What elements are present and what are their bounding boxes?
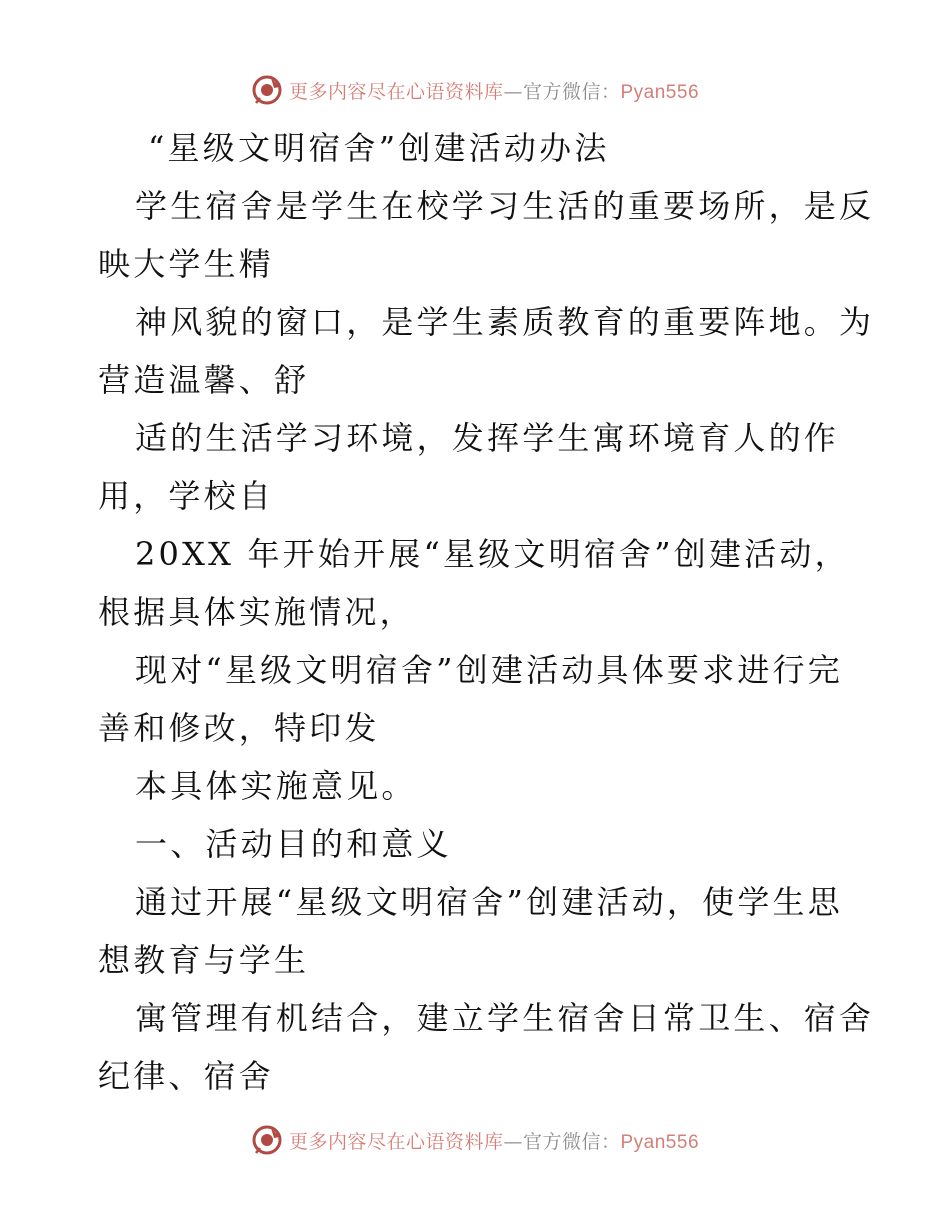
paragraph-line: 现对“星级文明宿舍”创建活动具体要求进行完	[135, 651, 843, 689]
header-banner-text	[289, 77, 699, 104]
footer-dash: —	[503, 1130, 523, 1153]
footer-banner-inner	[251, 1124, 699, 1156]
paragraph-line: 寓管理有机结合，建立学生宿舍日常卫生、宿舍	[135, 999, 875, 1037]
header-brand-text: 更多内容尽在心语资料库	[288, 80, 504, 103]
paragraph-line: 善和修改，特印发	[98, 709, 380, 747]
paragraph-line: 营造温馨、舒	[98, 361, 310, 399]
document-title: “星级文明宿舍”创建活动办法	[148, 129, 610, 167]
footer-banner-text	[289, 1127, 699, 1154]
paragraph-line: 映大学生精	[98, 245, 275, 283]
header-wechat-label: 官方微信：	[522, 80, 621, 103]
logo-icon	[251, 74, 283, 106]
footer-wechat-handle: Pyan556	[620, 1131, 700, 1153]
paragraph-line: 想教育与学生	[98, 941, 310, 979]
footer-brand-text: 更多内容尽在心语资料库	[288, 1130, 504, 1153]
paragraph-line: 纪律、宿舍	[98, 1057, 275, 1095]
footer-wechat-label: 官方微信：	[522, 1130, 621, 1153]
header-banner	[0, 70, 950, 110]
header-dash: —	[503, 80, 523, 103]
paragraph-line: 适的生活学习环境，发挥学生寓环境育人的作	[135, 419, 840, 457]
paragraph-line: 本具体实施意见。	[135, 767, 417, 805]
paragraph-line: 通过开展“星级文明宿舍”创建活动，使学生思	[135, 883, 843, 921]
paragraph-line: 神风貌的窗口，是学生素质教育的重要阵地。为	[135, 303, 875, 341]
footer-banner	[0, 1120, 950, 1160]
header-banner-inner	[251, 74, 699, 106]
header-wechat-handle: Pyan556	[620, 81, 700, 103]
section-heading: 一、活动目的和意义	[135, 825, 452, 863]
paragraph-line: 根据具体实施情况，	[98, 593, 415, 631]
logo-icon	[251, 1124, 283, 1156]
paragraph-line: 用，学校自	[98, 477, 275, 515]
paragraph-line: 20XX 年开始开展“星级文明宿舍”创建活动，	[135, 535, 850, 573]
paragraph-line: 学生宿舍是学生在校学习生活的重要场所，是反	[135, 187, 875, 225]
